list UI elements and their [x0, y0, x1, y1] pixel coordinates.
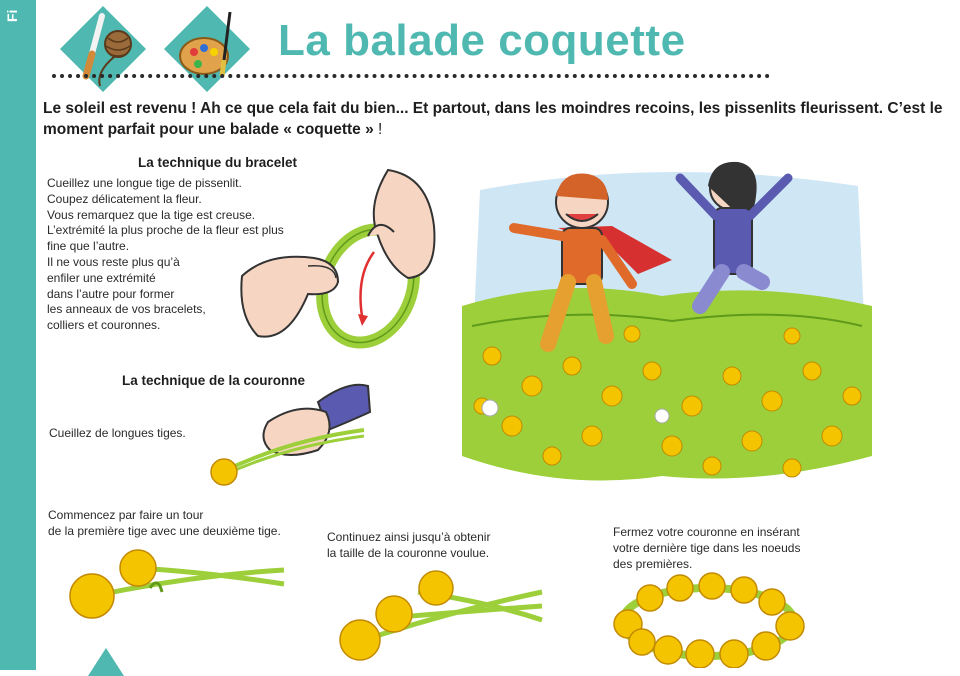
crown-step2-line: de la première tige avec une deuxième tige.: [48, 523, 281, 538]
dotted-divider: [52, 74, 770, 78]
bracelet-line: colliers et couronnes.: [47, 318, 161, 333]
hand-stems-illustration: [208, 372, 374, 494]
bracelet-line: Coupez délicatement la fleur.: [47, 191, 202, 206]
bracelet-line: enfiler une extrémité: [47, 270, 156, 285]
bracelet-line: Il ne vous reste plus qu’à: [47, 254, 180, 269]
crown-step4-line: votre dernière tige dans les noeuds: [613, 540, 801, 555]
page-title: La balade coquette: [278, 16, 686, 65]
bracelet-title: La technique du bracelet: [138, 155, 298, 170]
dandelion-crown-illustration: [610, 568, 806, 668]
children-field-illustration: [462, 156, 874, 496]
intro-bold: Le soleil est revenu ! Ah ce que cela fait du bien... Et partout, dans les moindres recoins, les pissenlits fleurissent. C’est le moment parfait pour une balade « coquette »: [43, 100, 943, 138]
crown-step3-line: la taille de la couronne voulue.: [327, 545, 490, 560]
side-label: Fi: [4, 9, 20, 22]
crown-step2-line: Commencez par faire un tour: [48, 508, 204, 522]
crown-step1-line: Cueillez de longues tiges.: [49, 426, 186, 440]
crown-step3-line: Continuez ainsi jusqu’à obtenir: [327, 530, 491, 544]
two-stems-illustration: [66, 546, 288, 626]
side-bar: [0, 0, 36, 670]
crown-title: La technique de la couronne: [122, 373, 306, 388]
crown-step4-line: Fermez votre couronne en insérant: [613, 525, 800, 539]
crown-step4-line: des premières.: [613, 556, 693, 571]
bracelet-line: Cueillez une longue tige de pissenlit.: [47, 176, 242, 190]
crown-step2-text: [48, 508, 281, 540]
crown-step1-text: [49, 426, 186, 442]
bracelet-illustration: [238, 166, 448, 356]
paint-palette-icon: [160, 2, 254, 96]
bottom-badge-icon: [86, 646, 126, 676]
bracelet-line: fine que l’autre.: [47, 239, 130, 254]
bracelet-line: Vous remarquez que la tige est creuse.: [47, 207, 256, 222]
bracelet-line: L’extrémité la plus proche de la fleur est plus: [47, 223, 284, 238]
intro-tail: !: [373, 121, 383, 138]
crown-step4-text: [613, 525, 800, 572]
crown-step3-text: [327, 530, 490, 562]
intro-text: [43, 98, 943, 140]
bracelet-line: les anneaux de vos bracelets,: [47, 302, 206, 317]
bracelet-line: dans l’autre pour former: [47, 286, 175, 301]
braided-stems-illustration: [338, 562, 544, 662]
knife-yarn-icon: [56, 2, 150, 96]
